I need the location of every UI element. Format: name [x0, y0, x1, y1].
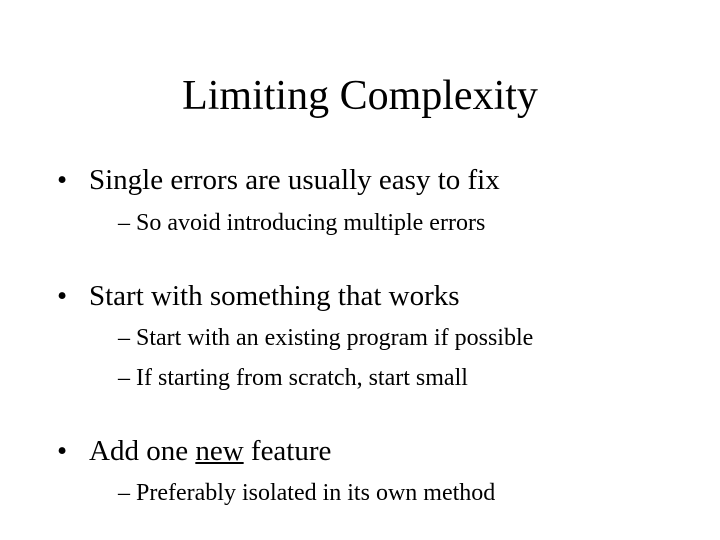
bullet-3-text-before: Add one	[89, 435, 189, 467]
bullet-dot: •	[57, 280, 68, 312]
sub-bullet-3-1	[118, 478, 495, 508]
sub-bullet-2-1	[118, 323, 533, 353]
bullet-3-emphasis: new	[195, 435, 244, 467]
bullet-dot: •	[57, 164, 68, 196]
bullet-3	[57, 433, 331, 469]
bullet-2-text: Start with something that works	[89, 280, 460, 312]
bullet-dot: •	[57, 435, 68, 467]
sub-bullet-2-1-text: Start with an existing program if possible	[136, 325, 534, 351]
dash: –	[118, 325, 130, 351]
slide-title: Limiting Complexity	[182, 73, 538, 119]
dash: –	[118, 365, 130, 391]
sub-bullet-2-2-text: If starting from scratch, start small	[136, 365, 468, 391]
bullet-2	[57, 278, 460, 314]
sub-bullet-1-1-text: So avoid introducing multiple errors	[136, 210, 486, 236]
sub-bullet-3-1-text: Preferably isolated in its own method	[136, 480, 496, 506]
bullet-1-text: Single errors are usually easy to fix	[89, 164, 500, 196]
bullet-1	[57, 162, 500, 198]
sub-bullet-1-1	[118, 208, 485, 238]
dash: –	[118, 210, 130, 236]
dash: –	[118, 480, 130, 506]
sub-bullet-2-2	[118, 363, 468, 393]
bullet-3-text-after: feature	[250, 435, 332, 467]
